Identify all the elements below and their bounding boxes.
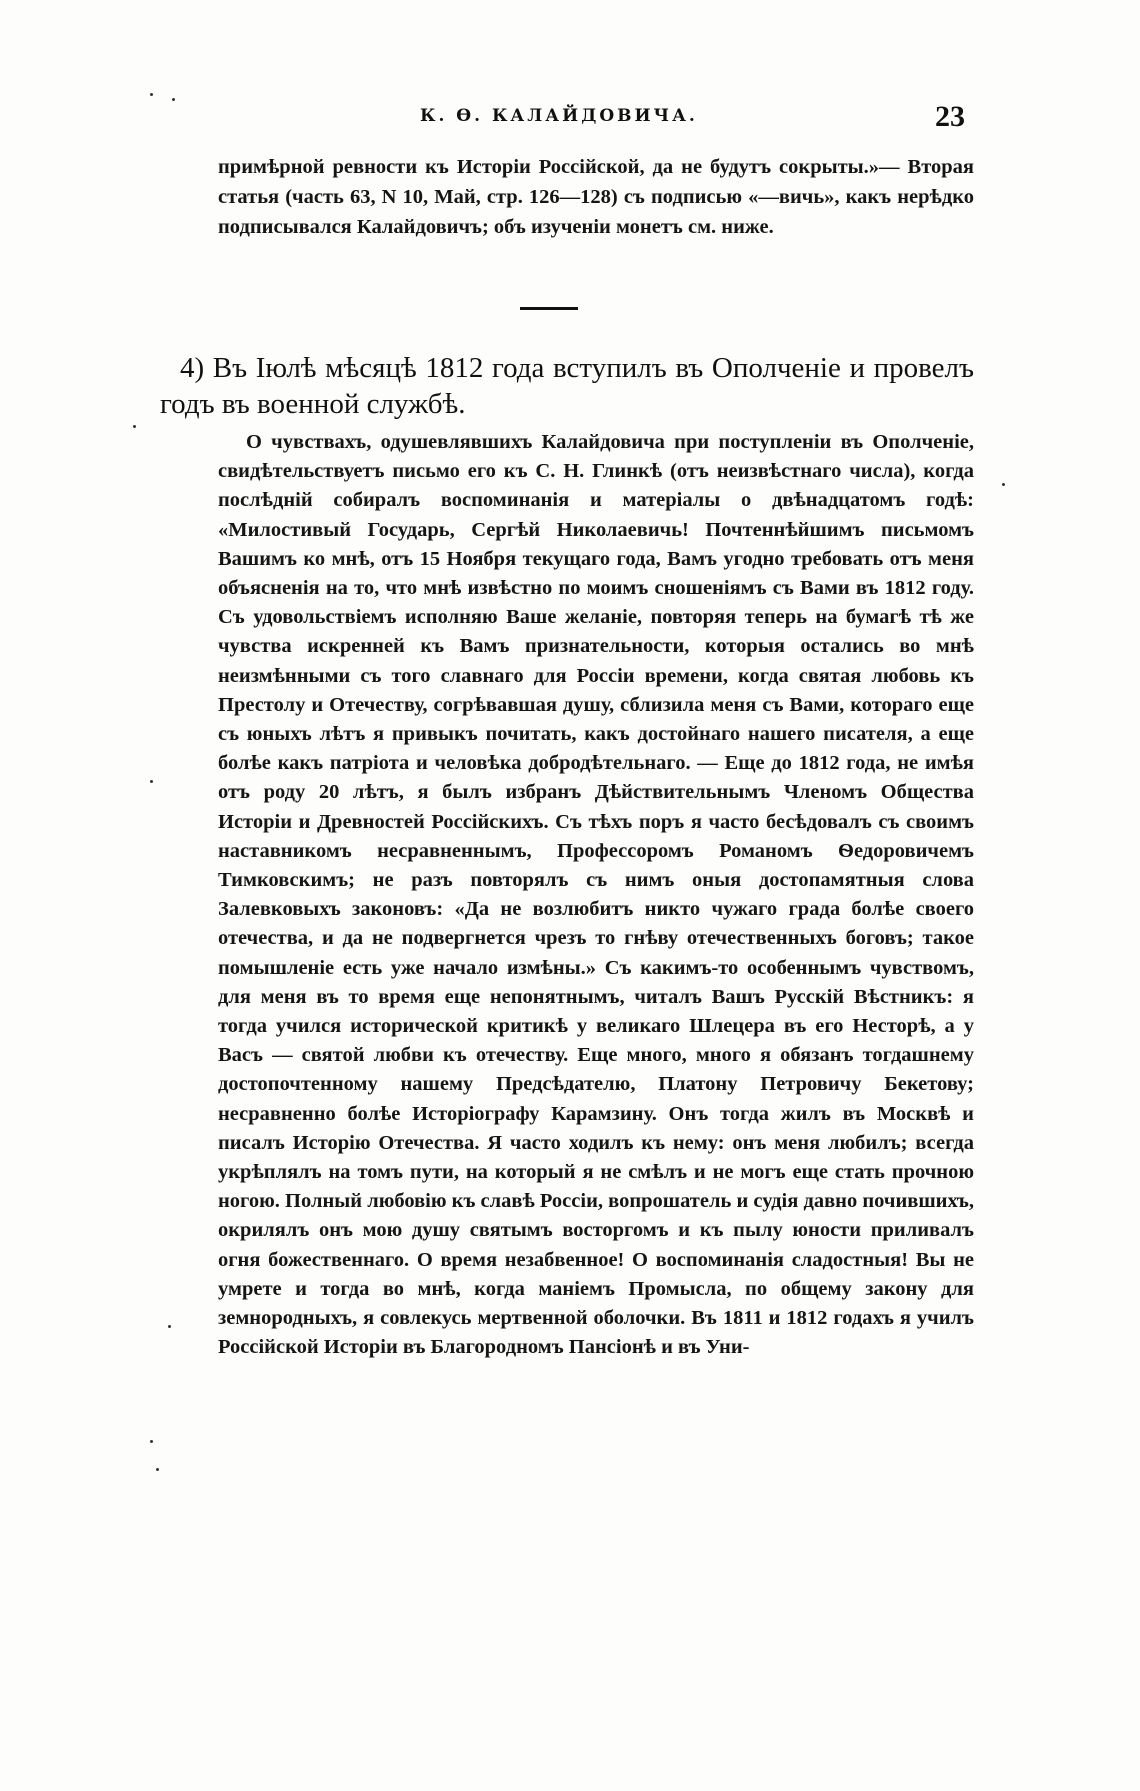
scan-speck [156, 1468, 159, 1471]
section-heading [160, 350, 974, 422]
scan-speck [150, 93, 153, 96]
scan-speck [133, 425, 136, 428]
page-number: 23 [935, 100, 965, 133]
scan-speck [150, 780, 153, 783]
scan-speck [172, 98, 175, 101]
scan-speck [150, 1440, 153, 1443]
footnote-continuation: примѣрной ревности къ Исторіи Россійской, да не будутъ сокрыты.»— Вторая статья (часть 63, N 10, Май, стр. 126—128) съ подписью «—вичь», какъ нерѣдко подписывался Калайдовичъ; объ изученіи монетъ см. ниже. [218, 156, 974, 238]
scan-speck [1002, 483, 1005, 486]
scan-speck [168, 1325, 171, 1328]
body-paragraph: О чувствахъ, одушевлявшихъ Калайдовича при поступленіи въ Ополченіе, свидѣтельствуетъ письмо его къ С. Н. Глинкѣ (отъ неизвѣстнаго числа), когда послѣдній собиралъ воспоминанія и матеріалы о двѣнадцатомъ годѣ: «Милостивый Государь, Сергѣй Николаевичь! Почтеннѣйшимъ письмомъ Вашимъ ко мнѣ, отъ 15 Ноября текущаго года, Вамъ угодно требовать отъ меня объясненія на то, что мнѣ извѣстно по моимъ сношеніямъ съ Вами въ 1812 году. Съ удовольствіемъ исполняю Ваше желаніе, повторяя теперь на бумагѣ тѣ же чувства искренней къ Вамъ признательности, которыя остались во мнѣ неизмѣнными съ того славнаго для Россіи времени, когда святая любовь къ Престолу и Отечеству, согрѣвавшая душу, сблизила меня съ Вами, котораго еще съ юныхъ лѣтъ я привыкъ почитать, какъ достойнаго нашего писателя, а еще болѣе какъ патріота и человѣка добродѣтельнаго. — Еще до 1812 года, не имѣя отъ роду 20 лѣтъ, я былъ избранъ Дѣйствительнымъ Членомъ Общества Исторіи и Древностей Россійскихъ. Съ тѣхъ поръ я часто бесѣдовалъ съ своимъ наставникомъ несравненнымъ, Профессоромъ Романомъ Ѳедоровичемъ Тимковскимъ; не разъ повторялъ съ нимъ оныя достопамятныя слова Залевковыхъ законовъ: «Да не возлюбитъ никто чужаго града болѣе своего отечества, и да не подвергнется чрезъ то гнѣву отечественныхъ боговъ; такое помышленіе есть уже начало измѣны.» Съ какимъ-то особеннымъ чувствомъ, для меня въ то время еще непонятнымъ, читалъ Вашъ Русскій Вѣстникъ: я тогда учился исторической критикѣ у великаго Шлецера въ его Несторѣ, а у Васъ — святой любви къ отечеству. Еще много, много я обязанъ тогдашнему достопочтенному нашему Предсѣдателю, Платону Петровичу Бекетову; несравненно болѣе Исторіографу Карамзину. Онъ тогда жилъ въ Москвѣ и писалъ Исторію Отечества. Я часто ходилъ къ нему: онъ меня любилъ; всегда укрѣплялъ на томъ пути, на который я не смѣлъ и не могъ еще стать прочною ногою. Полный любовію къ славѣ Россіи, вопрошатель и судія давно почившихъ, окрилялъ онъ мою душу святымъ восторгомъ и къ пылу юности приливалъ огня божественнаго. О время незабвенное! О воспоминанія сладостныя! Вы не умрете и тогда во мнѣ, когда маніемъ Промысла, по общему закону для земнородныхъ, я совлекусь мертвенной оболочки. Въ 1811 и 1812 годахъ я училъ Россійской Исторіи въ Благородномъ Пансіонѣ и въ Уни- [218, 431, 974, 1359]
body-text [218, 428, 974, 1363]
running-title: К. Ѳ. КАЛАЙДОВИЧА. [420, 106, 698, 126]
section-heading-text: 4) Въ Іюлѣ мѣсяцѣ 1812 года вступилъ въ Ополченіе и провелъ годъ въ военной службѣ. [160, 352, 974, 420]
section-divider [520, 307, 578, 310]
page-header [0, 100, 1140, 140]
